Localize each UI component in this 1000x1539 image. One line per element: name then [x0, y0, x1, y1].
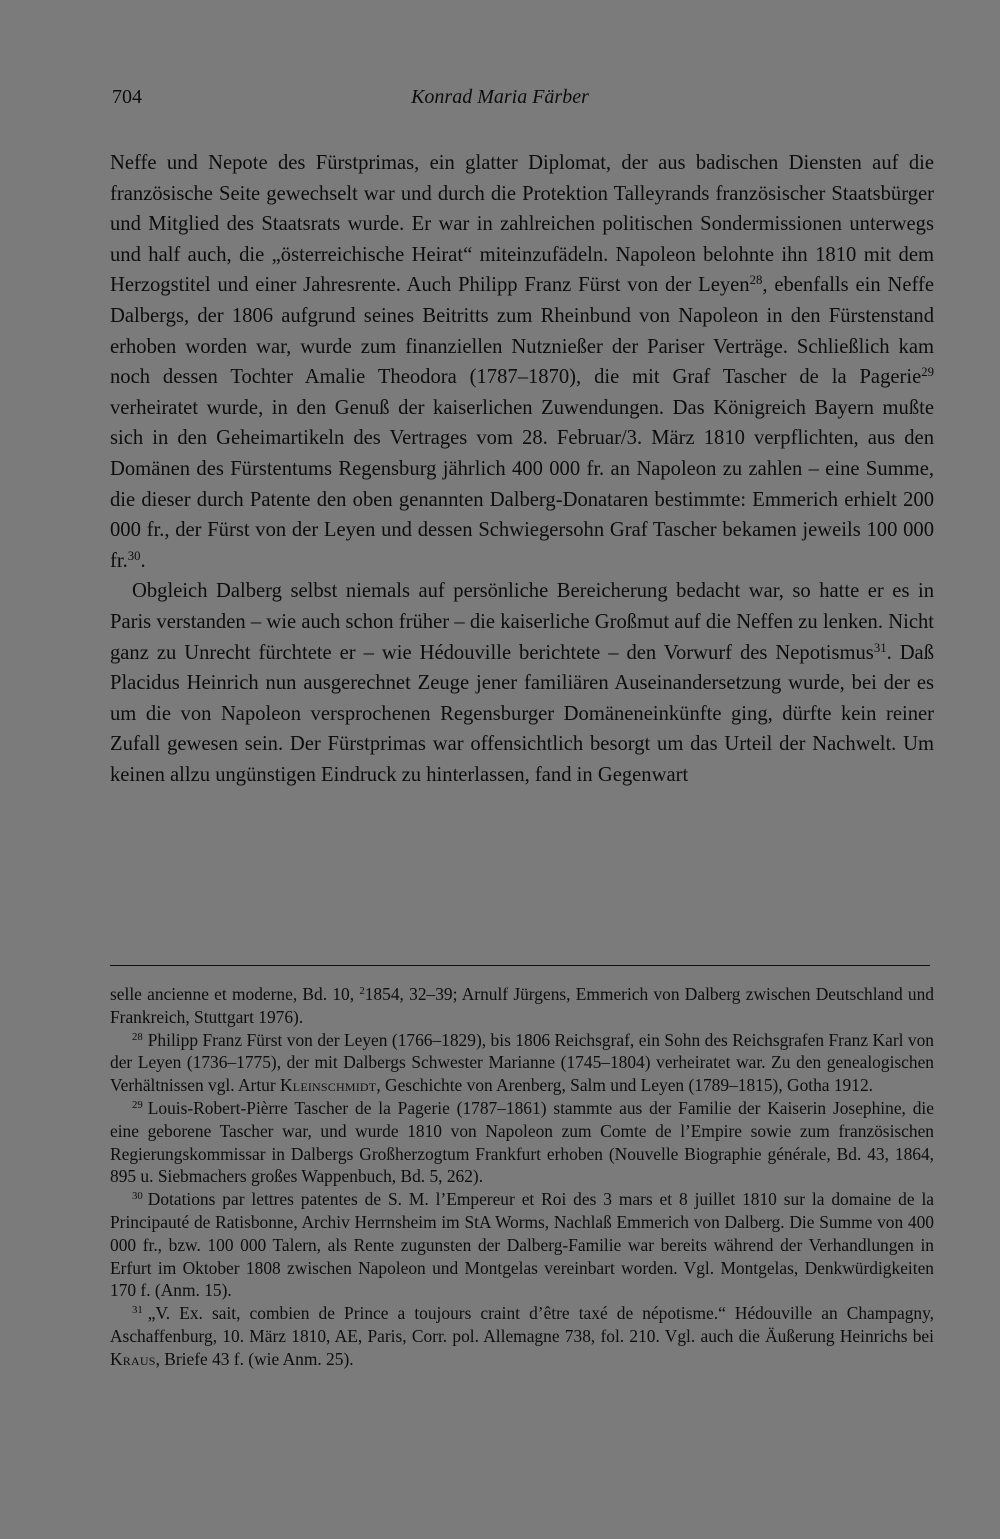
paragraph-text: . Daß Placidus Heinrich nun ausgerechnet Zeuge jener familiären Auseinandersetzung wurde, bei der es um die von Napoleon versprochenen Regensburger Domäneneinkünfte ging, dürfte kein reiner Zufall gewesen sein. Der Fürstprimas war offensichtlich besorgt um das Urteil der Nachwelt. Um keinen allzu ungünstigen Eindruck zu hinterlassen, fand in Gegenwart	[110, 641, 934, 786]
paragraph-text: verheiratet wurde, in den Genuß der kaiserlichen Zuwendungen. Das Königreich Bayern mußte sich in den Geheimartikeln des Vertrages vom 28. Februar/3. März 1810 verpflichten, aus den Domänen des Fürstentums Regensburg jährlich 400 000 fr. an Napoleon zu zahlen – eine Summe, die dieser durch Patente den oben genannten Dalberg-Donataren bestimmte: Emmerich erhielt 200 000 fr., der Fürst von der Leyen und dessen Schwiegersohn Graf Tascher bekamen jeweils 100 000 fr.	[110, 396, 934, 572]
paragraph-text: Neffe und Nepote des Fürstprimas, ein glatter Diplomat, der aus badischen Diensten auf die französische Seite gewechselt war und durch die Protektion Talleyrands französischer Staatsbürger und Mitglied des Staatsrats wurde. Er war in zahlreichen politischen Sondermissionen unterwegs und half auch, die „österreichische Heirat“ miteinzufädeln. Napoleon belohnte ihn 1810 mit dem Herzogstitel und einer Jahresrente. Auch Philipp Franz Fürst von der Leyen	[110, 152, 934, 297]
footnote-text: 1854, 32–39; Arnulf Jürgens, Emmerich von Dalberg zwischen Deutschland und Frankreich, Stuttgart 1976).	[110, 984, 934, 1027]
footnotes	[110, 983, 934, 1371]
author-name: Kraus	[110, 1348, 156, 1369]
edition-superscript: 2	[359, 985, 365, 998]
page-number: 704	[112, 86, 142, 108]
paragraph-1	[110, 148, 934, 576]
footnote-text: , Geschichte von Arenberg, Salm und Leyen (1789–1815), Gotha 1912.	[376, 1075, 873, 1096]
footnote-number: 29	[132, 1099, 143, 1112]
author-name: Kleinschmidt	[280, 1075, 377, 1096]
footnote-text: Louis-Robert-Pièrre Tascher de la Pagerie (1787–1861) stammte aus der Familie der Kaiserin Josephine, die eine geborene Tascher war, und wurde 1810 von Napoleon zum Comte de l’Empire sowie zum französischen Regierungskommissar in Dalbergs Großherzogtum Frankfurt erhoben (Nouvelle Biographie générale, Bd. 43, 1864, 895 u. Siebmachers großes Wappenbuch, Bd. 5, 262).	[110, 1097, 934, 1187]
footnote-separator	[110, 965, 930, 966]
footnote-28	[110, 1029, 934, 1097]
footnote-29	[110, 1097, 934, 1188]
paragraph-2	[110, 576, 934, 790]
footnote-30	[110, 1188, 934, 1302]
main-text	[110, 148, 934, 790]
footnote-text: , Briefe 43 f. (wie Anm. 25).	[155, 1348, 354, 1369]
footnote-number: 31	[132, 1304, 143, 1317]
footnote-ref-29[interactable]: 29	[921, 365, 934, 380]
footnote-continuation	[110, 983, 934, 1029]
footnote-text: Philipp Franz Fürst von der Leyen (1766–1829), bis 1806 Reichsgraf, ein Sohn des Reichsgrafen Franz Karl von der Leyen (1736–1775), der mit Dalbergs Schwester Marianne (1745–1804) verheiratet war. Zu den genealogischen Verhältnissen vgl. Artur	[110, 1029, 934, 1096]
footnote-text: selle ancienne et moderne, Bd. 10,	[110, 984, 360, 1004]
footnote-ref-30[interactable]: 30	[127, 548, 141, 563]
paragraph-text: .	[140, 549, 146, 572]
footnote-number: 28	[132, 1030, 143, 1043]
running-head: Konrad Maria Färber	[411, 86, 589, 108]
footnote-31	[110, 1302, 934, 1370]
footnote-number: 30	[132, 1190, 143, 1203]
paragraph-text: Obgleich Dalberg selbst niemals auf persönliche Bereicherung bedacht war, so hatte er es in Paris verstanden – wie auch schon früher – die kaiserliche Großmut auf die Neffen zu lenken. Nicht ganz zu Unrecht fürchtete er – wie Hédouville berichtete – den Vorwurf des Nepotismus	[110, 580, 934, 664]
paragraph-text: , ebenfalls ein Neffe Dalbergs, der 1806 aufgrund seines Beitritts zum Rheinbund von Napoleon in den Fürstenstand erhoben worden war, wurde zum finanziellen Nutznießer der Pariser Verträge. Schließlich kam noch dessen Tochter Amalie Theodora (1787–1870), die mit Graf Tascher de la Pagerie	[110, 274, 934, 389]
footnote-text: Dotations par lettres patentes de S. M. l’Empereur et Roi des 3 mars et 8 juillet 1810 sur la domaine de la Principauté de Ratisbonne, Archiv Herrnsheim im StA Worms, Nachlaß Emmerich von Dalberg. Die Summe von 400 000 fr., bzw. 100 000 Talern, als Rente zugunsten der Dalberg-Familie war bereits während der Verhandlungen in Erfurt im Oktober 1808 zwischen Napoleon und Montgelas vereinbart worden. Vgl. Montgelas, Denkwürdigkeiten 170 f. (Anm. 15).	[110, 1189, 934, 1301]
footnote-text: „V. Ex. sait, combien de Prince a toujours craint d’être taxé de népotisme.“ Hédouville an Champagny, Aschaffenburg, 10. März 1810, AE, Paris, Corr. pol. Allemagne 738, fol. 210. Vgl. auch die Äußerung Heinrichs bei	[110, 1303, 934, 1346]
footnote-ref-28[interactable]: 28	[749, 273, 763, 288]
footnote-ref-31[interactable]: 31	[873, 640, 887, 655]
